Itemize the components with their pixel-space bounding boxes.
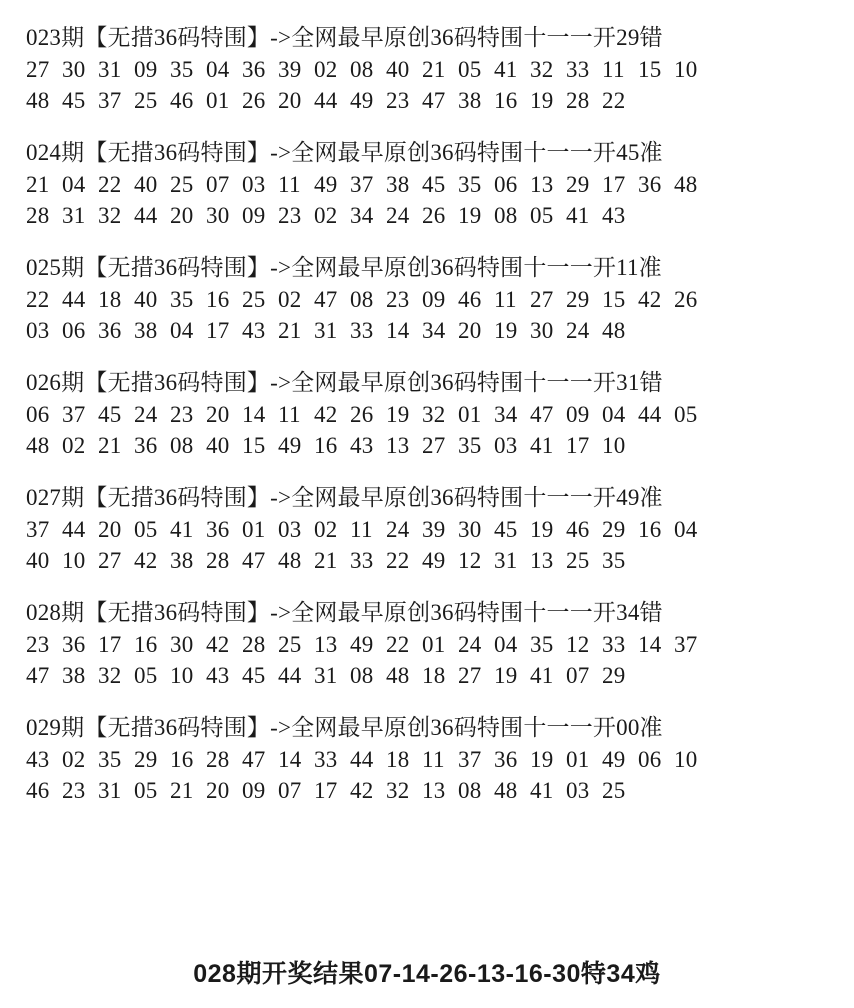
number-cell: 16	[206, 287, 230, 312]
number-cell: 04	[62, 172, 86, 197]
number-cell: 37	[26, 517, 50, 542]
number-cell: 17	[206, 318, 230, 343]
number-cell: 04	[170, 318, 194, 343]
number-cell: 35	[458, 433, 482, 458]
number-cell: 36	[206, 517, 230, 542]
number-cell: 10	[62, 548, 86, 573]
number-cell: 19	[494, 663, 518, 688]
lottery-block	[26, 137, 828, 231]
number-cell: 24	[386, 517, 410, 542]
number-cell: 15	[602, 287, 626, 312]
number-cell: 40	[386, 57, 410, 82]
number-cell: 02	[314, 57, 338, 82]
number-cell: 26	[422, 203, 446, 228]
number-cell: 19	[530, 747, 554, 772]
number-cell: 48	[602, 318, 626, 343]
number-cell: 27	[26, 57, 50, 82]
number-cell: 06	[494, 172, 518, 197]
number-cell: 26	[350, 402, 374, 427]
number-cell: 19	[458, 203, 482, 228]
number-cell: 04	[494, 632, 518, 657]
number-cell: 40	[134, 287, 158, 312]
number-row	[26, 54, 828, 85]
number-cell: 31	[314, 318, 338, 343]
number-cell: 41	[530, 433, 554, 458]
number-cell: 03	[26, 318, 50, 343]
number-cell: 08	[350, 663, 374, 688]
lottery-block	[26, 22, 828, 116]
number-cell: 48	[278, 548, 302, 573]
number-cell: 04	[674, 517, 698, 542]
number-cell: 49	[602, 747, 626, 772]
number-cell: 40	[134, 172, 158, 197]
number-cell: 07	[206, 172, 230, 197]
number-cell: 43	[242, 318, 266, 343]
number-cell: 12	[566, 632, 590, 657]
number-cell: 20	[206, 778, 230, 803]
number-cell: 16	[314, 433, 338, 458]
number-cell: 46	[26, 778, 50, 803]
number-cell: 31	[98, 57, 122, 82]
number-cell: 25	[134, 88, 158, 113]
number-cell: 20	[278, 88, 302, 113]
number-cell: 45	[98, 402, 122, 427]
block-title: 026期【无措36码特围】->全网最早原创36码特围十一一开31错	[26, 370, 663, 395]
number-cell: 28	[242, 632, 266, 657]
number-cell: 14	[242, 402, 266, 427]
lottery-block	[26, 712, 828, 806]
number-cell: 47	[26, 663, 50, 688]
number-cell: 07	[566, 663, 590, 688]
number-row	[26, 545, 828, 576]
number-cell: 26	[674, 287, 698, 312]
block-title: 029期【无措36码特围】->全网最早原创36码特围十一一开00准	[26, 715, 663, 740]
number-cell: 24	[386, 203, 410, 228]
number-cell: 33	[602, 632, 626, 657]
number-cell: 42	[134, 548, 158, 573]
number-cell: 01	[206, 88, 230, 113]
number-cell: 25	[566, 548, 590, 573]
number-cell: 08	[350, 287, 374, 312]
number-cell: 23	[26, 632, 50, 657]
number-cell: 25	[602, 778, 626, 803]
number-cell: 18	[386, 747, 410, 772]
number-cell: 14	[386, 318, 410, 343]
number-cell: 08	[350, 57, 374, 82]
number-cell: 49	[350, 88, 374, 113]
number-cell: 21	[98, 433, 122, 458]
number-row	[26, 85, 828, 116]
number-cell: 30	[62, 57, 86, 82]
number-cell: 03	[242, 172, 266, 197]
number-cell: 06	[638, 747, 662, 772]
number-cell: 35	[602, 548, 626, 573]
number-cell: 36	[98, 318, 122, 343]
number-cell: 16	[494, 88, 518, 113]
number-row	[26, 399, 828, 430]
number-cell: 25	[242, 287, 266, 312]
number-cell: 49	[314, 172, 338, 197]
number-cell: 11	[602, 57, 625, 82]
number-cell: 21	[422, 57, 446, 82]
number-cell: 07	[278, 778, 302, 803]
number-cell: 46	[566, 517, 590, 542]
number-cell: 34	[494, 402, 518, 427]
number-cell: 29	[602, 517, 626, 542]
number-cell: 29	[602, 663, 626, 688]
number-cell: 02	[314, 517, 338, 542]
number-cell: 30	[458, 517, 482, 542]
number-cell: 13	[530, 172, 554, 197]
number-cell: 25	[278, 632, 302, 657]
number-cell: 24	[134, 402, 158, 427]
number-cell: 03	[494, 433, 518, 458]
number-cell: 05	[134, 778, 158, 803]
number-cell: 36	[494, 747, 518, 772]
number-cell: 41	[566, 203, 590, 228]
number-cell: 09	[566, 402, 590, 427]
number-cell: 48	[494, 778, 518, 803]
number-cell: 41	[170, 517, 194, 542]
number-cell: 28	[566, 88, 590, 113]
number-cell: 40	[206, 433, 230, 458]
number-cell: 35	[170, 287, 194, 312]
lottery-block	[26, 252, 828, 346]
number-cell: 19	[386, 402, 410, 427]
number-cell: 21	[26, 172, 50, 197]
number-cell: 37	[458, 747, 482, 772]
block-title: 023期【无措36码特围】->全网最早原创36码特围十一一开29错	[26, 25, 663, 50]
number-cell: 30	[170, 632, 194, 657]
number-cell: 47	[422, 88, 446, 113]
number-cell: 42	[206, 632, 230, 657]
number-cell: 44	[350, 747, 374, 772]
number-cell: 35	[458, 172, 482, 197]
number-cell: 38	[134, 318, 158, 343]
number-cell: 25	[170, 172, 194, 197]
number-cell: 41	[530, 663, 554, 688]
number-cell: 10	[602, 433, 626, 458]
number-cell: 03	[566, 778, 590, 803]
number-row	[26, 775, 828, 806]
number-row	[26, 315, 828, 346]
number-cell: 34	[422, 318, 446, 343]
number-row	[26, 514, 828, 545]
number-row	[26, 200, 828, 231]
number-cell: 18	[422, 663, 446, 688]
number-cell: 08	[458, 778, 482, 803]
number-cell: 32	[98, 203, 122, 228]
number-cell: 22	[602, 88, 626, 113]
number-cell: 22	[386, 548, 410, 573]
number-cell: 47	[242, 747, 266, 772]
number-cell: 35	[98, 747, 122, 772]
number-cell: 01	[566, 747, 590, 772]
number-row	[26, 284, 828, 315]
number-cell: 19	[530, 88, 554, 113]
number-cell: 45	[62, 88, 86, 113]
number-cell: 08	[170, 433, 194, 458]
number-cell: 35	[530, 632, 554, 657]
number-cell: 32	[530, 57, 554, 82]
number-cell: 15	[638, 57, 662, 82]
number-cell: 45	[494, 517, 518, 542]
number-cell: 21	[314, 548, 338, 573]
number-cell: 41	[530, 778, 554, 803]
number-cell: 36	[242, 57, 266, 82]
number-cell: 37	[62, 402, 86, 427]
number-cell: 11	[422, 747, 445, 772]
number-cell: 11	[350, 517, 373, 542]
number-cell: 27	[98, 548, 122, 573]
number-cell: 06	[26, 402, 50, 427]
number-cell: 14	[278, 747, 302, 772]
number-cell: 33	[566, 57, 590, 82]
number-cell: 46	[458, 287, 482, 312]
number-cell: 42	[638, 287, 662, 312]
number-cell: 36	[638, 172, 662, 197]
number-cell: 05	[134, 663, 158, 688]
number-cell: 17	[314, 778, 338, 803]
number-cell: 28	[206, 747, 230, 772]
number-cell: 33	[350, 548, 374, 573]
number-cell: 37	[674, 632, 698, 657]
number-cell: 16	[170, 747, 194, 772]
number-cell: 09	[242, 778, 266, 803]
number-cell: 38	[170, 548, 194, 573]
number-row	[26, 744, 828, 775]
number-cell: 44	[62, 287, 86, 312]
number-cell: 02	[314, 203, 338, 228]
number-cell: 05	[674, 402, 698, 427]
number-cell: 09	[422, 287, 446, 312]
number-cell: 43	[206, 663, 230, 688]
number-cell: 31	[314, 663, 338, 688]
number-cell: 49	[422, 548, 446, 573]
number-cell: 12	[458, 548, 482, 573]
number-cell: 23	[386, 287, 410, 312]
number-cell: 05	[530, 203, 554, 228]
number-cell: 10	[170, 663, 194, 688]
number-cell: 02	[62, 747, 86, 772]
lottery-block	[26, 597, 828, 691]
number-cell: 36	[134, 433, 158, 458]
number-cell: 26	[242, 88, 266, 113]
number-cell: 48	[386, 663, 410, 688]
number-cell: 06	[62, 318, 86, 343]
number-cell: 42	[350, 778, 374, 803]
number-cell: 44	[62, 517, 86, 542]
number-cell: 27	[530, 287, 554, 312]
number-cell: 16	[134, 632, 158, 657]
number-cell: 45	[242, 663, 266, 688]
number-cell: 30	[206, 203, 230, 228]
number-cell: 24	[458, 632, 482, 657]
number-cell: 22	[26, 287, 50, 312]
number-cell: 47	[530, 402, 554, 427]
number-row	[26, 660, 828, 691]
number-cell: 34	[350, 203, 374, 228]
number-cell: 11	[494, 287, 517, 312]
number-cell: 28	[26, 203, 50, 228]
number-cell: 17	[566, 433, 590, 458]
number-cell: 20	[98, 517, 122, 542]
number-cell: 44	[314, 88, 338, 113]
number-cell: 31	[98, 778, 122, 803]
number-cell: 42	[314, 402, 338, 427]
number-cell: 10	[674, 747, 698, 772]
number-cell: 01	[242, 517, 266, 542]
number-cell: 29	[566, 172, 590, 197]
number-cell: 29	[134, 747, 158, 772]
number-cell: 19	[530, 517, 554, 542]
block-title: 027期【无措36码特围】->全网最早原创36码特围十一一开49准	[26, 485, 663, 510]
number-cell: 01	[422, 632, 446, 657]
number-cell: 41	[494, 57, 518, 82]
number-cell: 16	[638, 517, 662, 542]
number-cell: 43	[26, 747, 50, 772]
number-cell: 39	[278, 57, 302, 82]
number-cell: 38	[386, 172, 410, 197]
number-cell: 05	[134, 517, 158, 542]
number-cell: 19	[494, 318, 518, 343]
number-cell: 13	[386, 433, 410, 458]
number-row	[26, 169, 828, 200]
number-cell: 47	[242, 548, 266, 573]
number-cell: 21	[170, 778, 194, 803]
number-cell: 27	[422, 433, 446, 458]
number-cell: 32	[422, 402, 446, 427]
number-cell: 31	[62, 203, 86, 228]
number-cell: 20	[458, 318, 482, 343]
number-cell: 18	[98, 287, 122, 312]
number-cell: 09	[242, 203, 266, 228]
number-cell: 44	[278, 663, 302, 688]
number-cell: 13	[530, 548, 554, 573]
block-title: 028期【无措36码特围】->全网最早原创36码特围十一一开34错	[26, 600, 663, 625]
lottery-blocks-container	[26, 22, 828, 827]
number-cell: 15	[242, 433, 266, 458]
number-cell: 30	[530, 318, 554, 343]
number-cell: 46	[170, 88, 194, 113]
draw-result-footer: 028期开奖结果07-14-26-13-16-30特34鸡	[193, 960, 661, 988]
number-cell: 29	[566, 287, 590, 312]
number-cell: 22	[98, 172, 122, 197]
number-cell: 23	[170, 402, 194, 427]
number-cell: 23	[278, 203, 302, 228]
number-cell: 10	[674, 57, 698, 82]
number-cell: 22	[386, 632, 410, 657]
number-cell: 37	[98, 88, 122, 113]
block-title: 024期【无措36码特围】->全网最早原创36码特围十一一开45准	[26, 140, 663, 165]
number-cell: 02	[62, 433, 86, 458]
lottery-block	[26, 367, 828, 461]
number-cell: 13	[422, 778, 446, 803]
number-row	[26, 629, 828, 660]
number-cell: 45	[422, 172, 446, 197]
number-row	[26, 430, 828, 461]
number-cell: 21	[278, 318, 302, 343]
number-cell: 49	[278, 433, 302, 458]
number-cell: 33	[314, 747, 338, 772]
number-cell: 20	[206, 402, 230, 427]
number-cell: 03	[278, 517, 302, 542]
number-cell: 28	[206, 548, 230, 573]
number-cell: 37	[350, 172, 374, 197]
number-cell: 32	[98, 663, 122, 688]
number-cell: 05	[458, 57, 482, 82]
number-cell: 47	[314, 287, 338, 312]
number-cell: 27	[458, 663, 482, 688]
number-cell: 04	[602, 402, 626, 427]
number-cell: 23	[62, 778, 86, 803]
number-cell: 04	[206, 57, 230, 82]
number-cell: 20	[170, 203, 194, 228]
number-cell: 23	[386, 88, 410, 113]
number-cell: 33	[350, 318, 374, 343]
number-cell: 44	[134, 203, 158, 228]
number-cell: 38	[62, 663, 86, 688]
number-cell: 38	[458, 88, 482, 113]
number-cell: 32	[386, 778, 410, 803]
number-cell: 48	[674, 172, 698, 197]
number-cell: 01	[458, 402, 482, 427]
number-cell: 14	[638, 632, 662, 657]
lottery-block	[26, 482, 828, 576]
number-cell: 24	[566, 318, 590, 343]
number-cell: 11	[278, 172, 301, 197]
number-cell: 48	[26, 433, 50, 458]
block-title: 025期【无措36码特围】->全网最早原创36码特围十一一开11准	[26, 255, 662, 280]
number-cell: 17	[98, 632, 122, 657]
number-cell: 17	[602, 172, 626, 197]
number-cell: 43	[350, 433, 374, 458]
number-cell: 09	[134, 57, 158, 82]
number-cell: 13	[314, 632, 338, 657]
number-cell: 08	[494, 203, 518, 228]
number-cell: 40	[26, 548, 50, 573]
number-cell: 43	[602, 203, 626, 228]
number-cell: 11	[278, 402, 301, 427]
number-cell: 44	[638, 402, 662, 427]
number-cell: 35	[170, 57, 194, 82]
number-cell: 31	[494, 548, 518, 573]
number-cell: 39	[422, 517, 446, 542]
number-cell: 49	[350, 632, 374, 657]
number-cell: 48	[26, 88, 50, 113]
number-cell: 36	[62, 632, 86, 657]
number-cell: 02	[278, 287, 302, 312]
